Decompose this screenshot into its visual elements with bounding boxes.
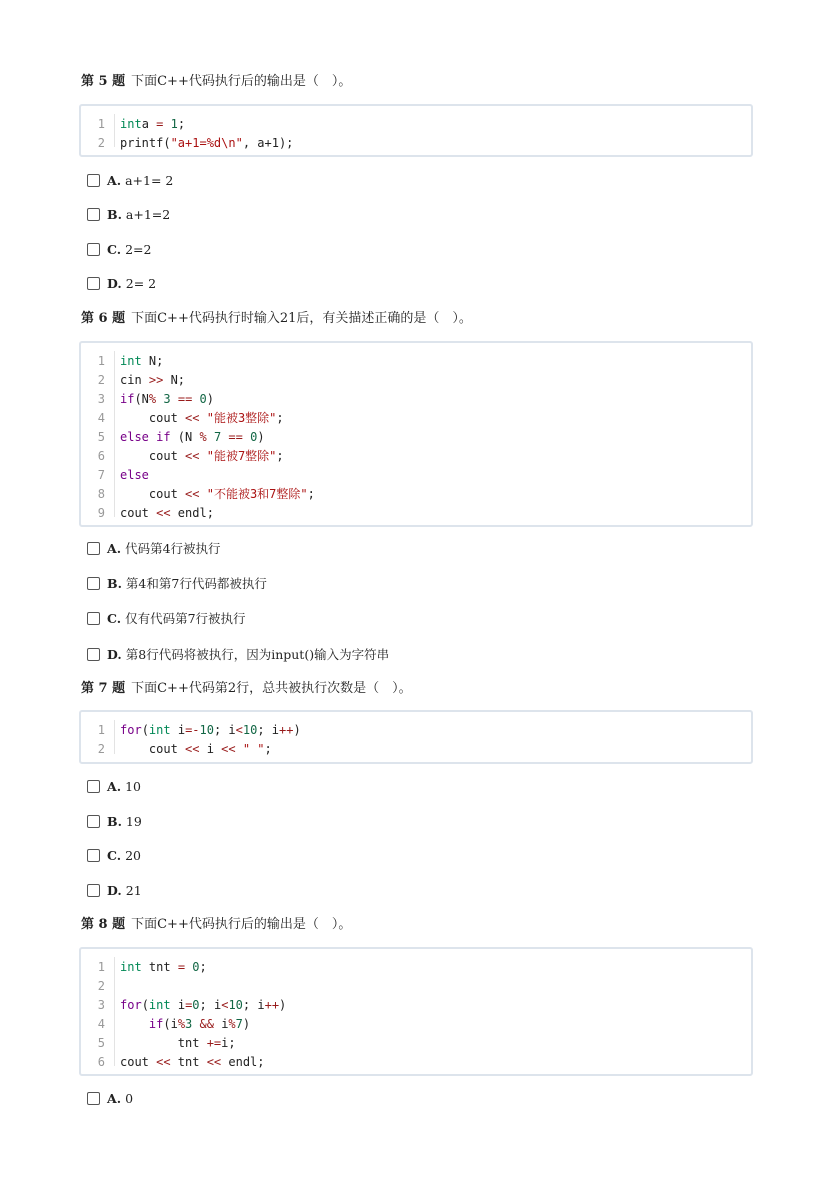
option-d[interactable]: D. 21 [87, 882, 142, 900]
code-text: cout << tnt << endl; [120, 1055, 265, 1069]
code-line [81, 390, 751, 409]
question-text: 下面C++代码执行时输入21后，有关描述正确的是（ ）。 [131, 311, 472, 326]
code-line [81, 1034, 751, 1053]
question-6-title [81, 310, 472, 328]
line-number: 8 [97, 487, 105, 501]
code-text: int N; [120, 354, 164, 368]
code-text: for(int i=-10; i<10; i++) [120, 723, 301, 737]
question-5-title [81, 73, 351, 91]
code-line [81, 447, 751, 466]
question-text: 下面C++代码第2行，总共被执行次数是（ ）。 [131, 681, 412, 696]
option-a[interactable]: A. 0 [87, 1090, 133, 1108]
option-b[interactable]: B. 第4和第7行代码都被执行 [87, 575, 267, 593]
code-text: cout << i << " "; [120, 742, 272, 756]
line-number: 1 [97, 960, 105, 974]
line-number: 7 [97, 468, 105, 482]
code-line [81, 1053, 751, 1072]
line-number: 2 [97, 979, 105, 993]
checkbox[interactable] [87, 208, 100, 221]
code-line [81, 1015, 751, 1034]
code-text: if(i%3 && i%7) [148, 1017, 251, 1031]
line-number: 4 [97, 411, 105, 425]
option-d[interactable]: D. 2= 2 [87, 275, 156, 293]
checkbox[interactable] [87, 1092, 100, 1105]
code-line [81, 504, 751, 523]
code-line [81, 996, 751, 1015]
line-number: 1 [97, 723, 105, 737]
code-block-q6 [79, 341, 753, 527]
code-line [81, 352, 751, 371]
code-line [81, 485, 751, 504]
line-number: 2 [97, 373, 105, 387]
checkbox[interactable] [87, 884, 100, 897]
option-c[interactable]: C. 仅有代码第7行被执行 [87, 610, 246, 628]
option-c[interactable]: C. 2=2 [87, 241, 151, 259]
checkbox[interactable] [87, 815, 100, 828]
line-number: 5 [97, 430, 105, 444]
code-text: for(int i=0; i<10; i++) [120, 998, 287, 1012]
line-number: 4 [97, 1017, 105, 1031]
line-number: 9 [97, 506, 105, 520]
option-a[interactable]: A. 10 [87, 778, 141, 796]
option-c[interactable]: C. 20 [87, 847, 141, 865]
code-text: cout << endl; [120, 506, 214, 520]
question-8-title [81, 916, 351, 934]
line-number: 6 [97, 449, 105, 463]
checkbox[interactable] [87, 542, 100, 555]
checkbox[interactable] [87, 849, 100, 862]
code-text: cout << "不能被3和7整除"; [120, 487, 315, 501]
code-block-q5 [79, 104, 753, 157]
code-line [81, 134, 751, 153]
code-text: printf("a+1=%d\n", a+1); [120, 136, 294, 150]
line-number: 1 [97, 354, 105, 368]
code-text: cout << "能被7整除"; [120, 449, 284, 463]
code-line [81, 409, 751, 428]
line-number: 5 [97, 1036, 105, 1050]
code-line [81, 721, 751, 740]
question-text: 下面C++代码执行后的输出是（ ）。 [131, 917, 352, 932]
line-number: 2 [97, 742, 105, 756]
question-number: 第 7 题 [81, 681, 126, 696]
code-block-q8 [79, 947, 753, 1076]
checkbox[interactable] [87, 174, 100, 187]
option-a[interactable]: A. a+1= 2 [87, 172, 173, 190]
question-text: 下面C++代码执行后的输出是（ ）。 [131, 74, 352, 89]
code-text: else if (N % 7 == 0) [120, 430, 265, 444]
line-number: 3 [97, 998, 105, 1012]
checkbox[interactable] [87, 780, 100, 793]
code-line [81, 115, 751, 134]
line-number: 6 [97, 1055, 105, 1069]
code-line [81, 428, 751, 447]
question-number: 第 8 题 [81, 917, 126, 932]
code-text: cout << "能被3整除"; [120, 411, 284, 425]
code-line [81, 371, 751, 390]
line-number: 2 [97, 136, 105, 150]
code-text: inta = 1; [120, 117, 186, 131]
option-a[interactable]: A. 代码第4行被执行 [87, 540, 221, 558]
question-7-title [81, 680, 412, 698]
checkbox[interactable] [87, 243, 100, 256]
option-d[interactable]: D. 第8行代码将被执行，因为input()输入为字符串 [87, 646, 389, 664]
line-number: 3 [97, 392, 105, 406]
code-text: if(N% 3 == 0) [120, 392, 214, 406]
option-b[interactable]: B. a+1=2 [87, 206, 170, 224]
checkbox[interactable] [87, 577, 100, 590]
code-line [81, 466, 751, 485]
code-line [81, 740, 751, 759]
question-number: 第 5 题 [81, 74, 126, 89]
code-text: cin >> N; [120, 373, 186, 387]
code-text: else [120, 468, 149, 482]
code-line [81, 977, 751, 996]
line-number: 1 [97, 117, 105, 131]
code-text: int tnt = 0; [120, 960, 207, 974]
checkbox[interactable] [87, 648, 100, 661]
code-text: tnt +=i; [120, 1036, 236, 1050]
question-number: 第 6 题 [81, 311, 126, 326]
checkbox[interactable] [87, 277, 100, 290]
checkbox[interactable] [87, 612, 100, 625]
code-block-q7 [79, 710, 753, 764]
option-b[interactable]: B. 19 [87, 813, 142, 831]
code-line [81, 958, 751, 977]
